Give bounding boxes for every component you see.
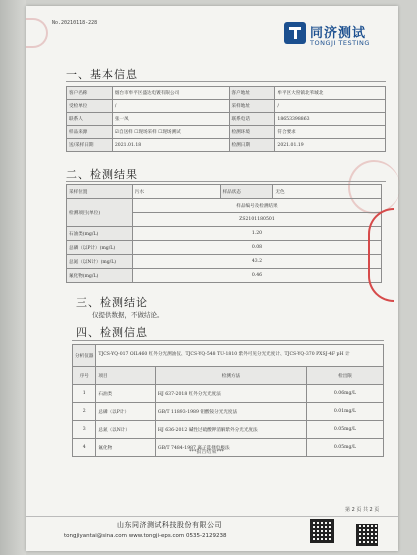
table-row: 总磷（以P计）(mg/L) 0.08 (67, 241, 382, 255)
table-row: 2 总磷（以P计） GB/T 11893-1989 钼酸铵分光光度法 0.01mg/L (73, 403, 384, 421)
page-number: 第 2 页 共 2 页 (345, 507, 380, 513)
table-row: 送/采样日期 2021.01.18 检测日期 2021.01.19 (67, 139, 386, 152)
divider (72, 340, 384, 341)
company-logo (284, 22, 390, 50)
logo-en: TONGJI TESTING (310, 39, 370, 47)
divider (66, 181, 386, 182)
table-row: 受检单位 / 采样地址 / (67, 100, 386, 113)
table-row: 1 石油类 HJ 637-2018 红外分光光度法 0.06mg/L (73, 385, 384, 403)
table-row: 检测项目(单位) 样品编号及检测结果 (67, 199, 382, 213)
table-row: 3 总氮（以N计） HJ 636-2012 碱性过硫酸钾消解紫外分光光度法 0.05mg/L (73, 421, 384, 439)
qr-code-icon (310, 519, 334, 543)
table-row: 客户名称 烟台市牟平区盛达电镀有限公司 客户地址 牟平区大窑镇北苇城北 (67, 87, 386, 100)
table-row: 样品来源 ☑自送样 ☐现场采样 ☐现场测试 检测环境 符合要求 (67, 126, 386, 139)
report-number: No.20210118-228 (52, 20, 98, 26)
section-test-results: 二、检测结果 (66, 168, 138, 181)
table-row: 分析仪器 TJCS-YQ-017 OIL460 红外分光测油仪、TJCS-YQ-548 TU-1810 紫外可见分光光度计、TJCS-YQ-370 PXSJ-4F pH 计 (73, 345, 384, 367)
section-basic-info: 一、基本信息 (66, 68, 138, 81)
basic-info-table (66, 86, 386, 152)
section-test-info: 四、检测信息 (76, 326, 148, 339)
table-row: ZS2101180501 (67, 213, 382, 227)
logo-icon (284, 22, 306, 44)
test-info-table (72, 344, 384, 457)
table-row: 4 氟化物 GB/T 7484-1987 离子选择电极法 0.05mg/L (73, 439, 384, 457)
scan-edge (0, 0, 26, 555)
company-name: 山东同济测试科技股份有限公司 (117, 521, 222, 529)
footer-divider (26, 516, 398, 517)
contact-info: tongjiyantai@sina.com www.tongji-eps.com 0535-2129238 (64, 533, 227, 539)
report-end-marker: ***报告结束*** (189, 449, 225, 455)
table-row: 联系人 张一凤 联系电话 18653398863 (67, 113, 386, 126)
qr-code-icon (356, 524, 378, 546)
results-table (66, 184, 382, 283)
divider (66, 81, 386, 82)
table-row: 序号 项目 检测方法 检出限 (73, 367, 384, 385)
section-conclusion: 三、检测结论 (76, 296, 148, 309)
table-row: 石油类(mg/L) 1.20 (67, 227, 382, 241)
logo-cn: 同济测试 (310, 26, 367, 41)
conclusion-text: 仅提供数据，不做结论。 (92, 311, 164, 319)
table-row: 总氮（以N计）(mg/L) 43.2 (67, 255, 382, 269)
table-row: 氟化物(mg/L) 0.46 (67, 269, 382, 283)
table-row: 采样位置 污水 样品状态 无色 (67, 185, 382, 199)
official-seal (368, 208, 394, 302)
